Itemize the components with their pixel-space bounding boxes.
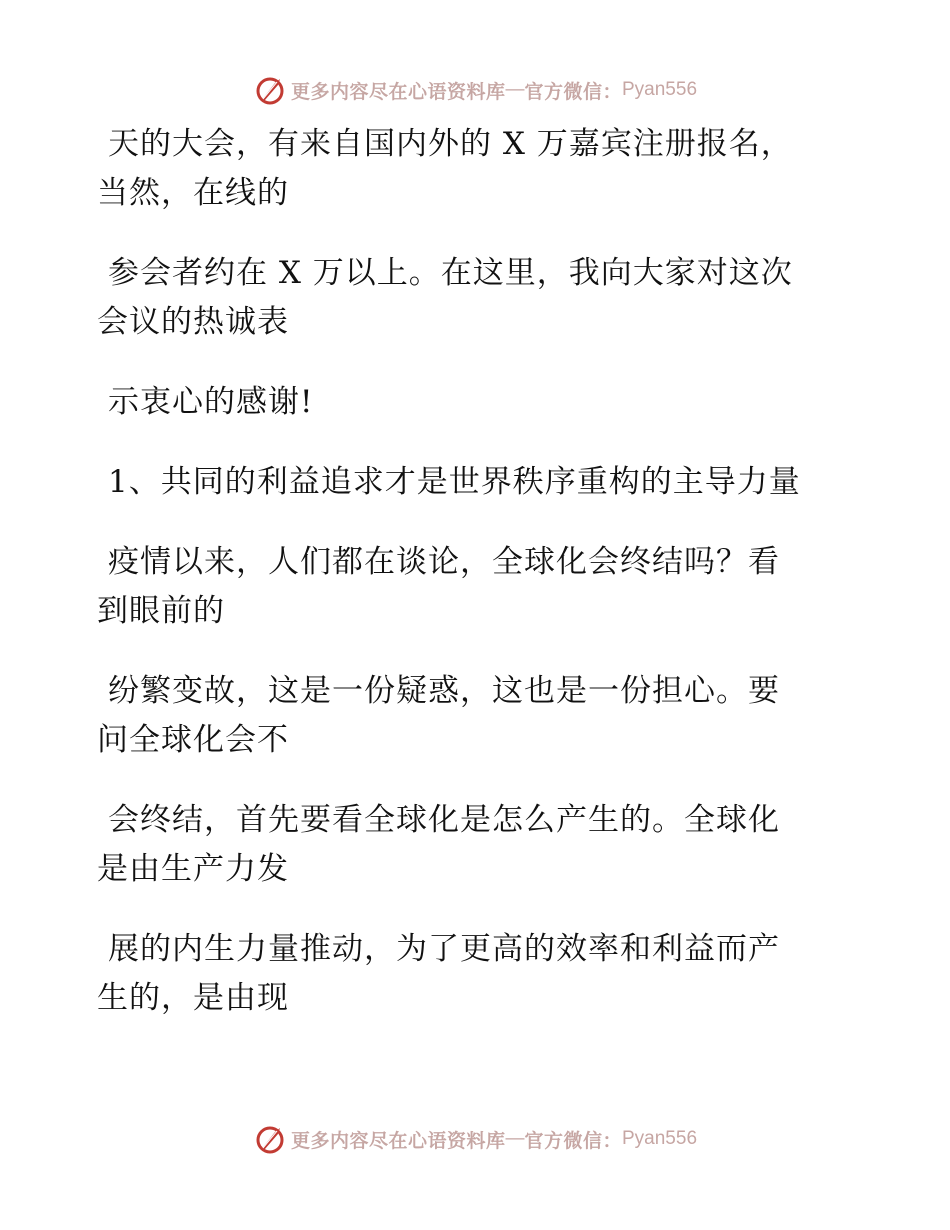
- banner-wechat-label: 官方微信：: [524, 80, 622, 103]
- banner-separator: —: [505, 1128, 525, 1149]
- paragraph-line: 是由生产力发: [97, 851, 289, 887]
- paragraph: [97, 796, 857, 894]
- banner-title: 更多内容尽在心语资料库: [290, 80, 506, 103]
- paragraph-line: 参会者约在 X 万以上。在这里，我向大家对这次: [108, 255, 793, 291]
- paragraph: [97, 538, 857, 636]
- paragraph-line: 示衷心的感谢!: [108, 384, 314, 420]
- paragraph-line: 生的，是由现: [97, 980, 289, 1016]
- banner-wechat-label: 官方微信：: [524, 1129, 622, 1152]
- paragraph-line: 疫情以来，人们都在谈论，全球化会终结吗？看: [108, 544, 780, 580]
- paragraph-line: 会议的热诚表: [97, 304, 289, 340]
- paragraph: [97, 925, 857, 1023]
- paragraph-line: 纷繁变故，这是一份疑惑，这也是一份担心。要: [108, 673, 780, 709]
- banner-wechat-id: Pyan556: [622, 1128, 698, 1149]
- quill-pen-circle-icon: [253, 73, 287, 107]
- footer-banner: [0, 1119, 950, 1159]
- paragraph: [97, 249, 857, 347]
- section-heading: [97, 458, 857, 507]
- paragraph-line: 当然，在线的: [97, 175, 289, 211]
- paragraph: [97, 667, 857, 765]
- document-body: [97, 120, 857, 1054]
- paragraph-line: 问全球化会不: [97, 722, 289, 758]
- quill-pen-circle-icon: [253, 1122, 287, 1156]
- banner-wechat-id: Pyan556: [622, 79, 698, 100]
- paragraph-line: 展的内生力量推动，为了更高的效率和利益而产: [108, 931, 780, 967]
- banner-separator: —: [505, 79, 525, 100]
- paragraph-line: 会终结，首先要看全球化是怎么产生的。全球化: [108, 802, 780, 838]
- header-banner: [0, 70, 950, 110]
- paragraph-line: 到眼前的: [97, 593, 225, 629]
- banner-title: 更多内容尽在心语资料库: [290, 1129, 506, 1152]
- paragraph-line: 天的大会，有来自国内外的 X 万嘉宾注册报名，: [108, 126, 793, 162]
- paragraph: [97, 120, 857, 218]
- paragraph: [97, 378, 857, 427]
- paragraph-line: 1、共同的利益追求才是世界秩序重构的主导力量: [108, 464, 801, 500]
